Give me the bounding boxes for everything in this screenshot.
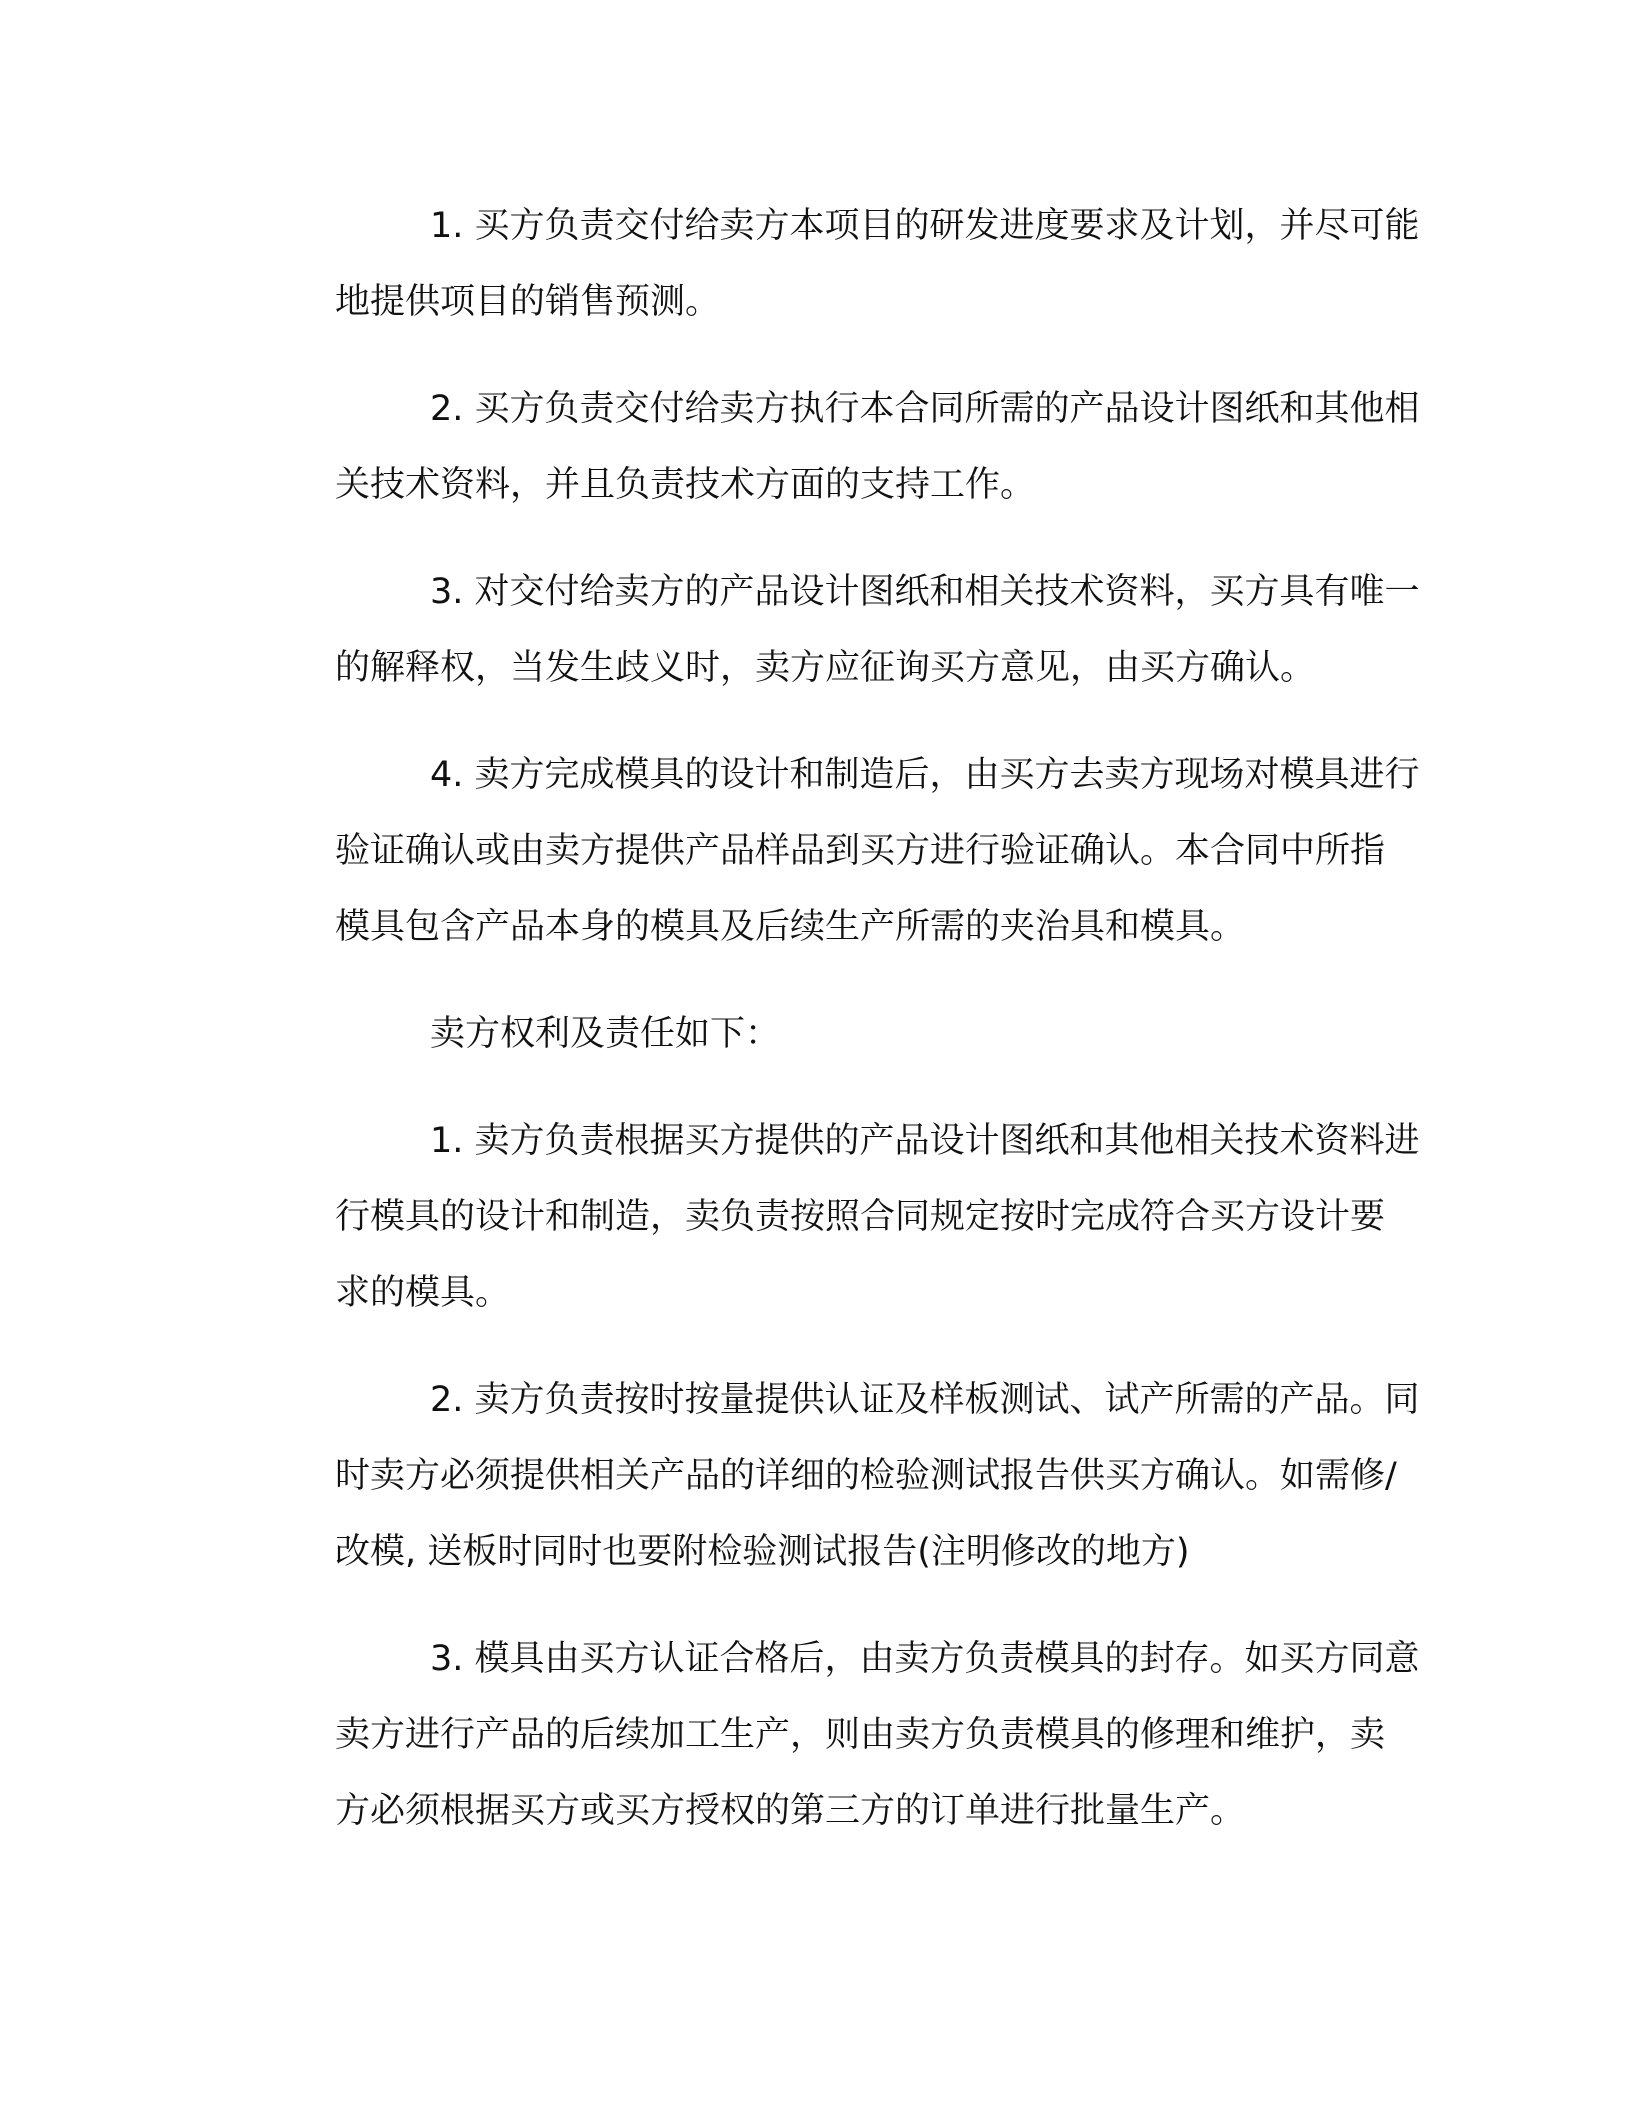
paragraph-buyer-3	[240, 554, 1420, 706]
text-line: 卖方进行产品的后续加工生产，则由卖方负责模具的修理和维护，卖	[335, 1715, 1386, 1755]
text-line: 行模具的设计和制造，卖负责按照合同规定按时完成符合买方设计要	[335, 1197, 1386, 1237]
text-line: 时卖方必须提供相关产品的详细的检验测试报告供买方确认。如需修/	[335, 1456, 1397, 1496]
paragraph-buyer-1	[240, 188, 1420, 340]
paragraph-buyer-2	[240, 371, 1420, 523]
paragraph-seller-1	[240, 1103, 1420, 1331]
text-line: 卖方权利及责任如下：	[430, 1014, 781, 1054]
text-line: 1. 买方负责交付给卖方本项目的研发进度要求及计划，并尽可能	[430, 206, 1420, 246]
document-body	[240, 188, 1420, 1849]
paragraph-seller-3	[240, 1621, 1420, 1849]
text-line: 改模, 送板时同时也要附检验测试报告(注明修改的地方)	[335, 1532, 1190, 1572]
text-line: 求的模具。	[335, 1273, 511, 1313]
text-line: 的解释权，当发生歧义时，卖方应征询买方意见，由买方确认。	[335, 648, 1316, 688]
text-line: 4. 卖方完成模具的设计和制造后，由买方去卖方现场对模具进行	[430, 755, 1420, 795]
text-line: 关技术资料，并且负责技术方面的支持工作。	[335, 465, 1036, 505]
text-line: 2. 卖方负责按时按量提供认证及样板测试、试产所需的产品。同	[430, 1380, 1420, 1420]
section-heading-seller	[240, 996, 1380, 1072]
text-line: 3. 模具由买方认证合格后，由卖方负责模具的封存。如买方同意	[430, 1639, 1420, 1679]
paragraph-seller-2	[240, 1362, 1420, 1590]
text-line: 2. 买方负责交付给卖方执行本合同所需的产品设计图纸和其他相	[430, 389, 1420, 429]
text-line: 验证确认或由卖方提供产品样品到买方进行验证确认。本合同中所指	[335, 831, 1386, 871]
paragraph-buyer-4	[240, 737, 1420, 965]
text-line: 方必须根据买方或买方授权的第三方的订单进行批量生产。	[335, 1791, 1246, 1831]
text-line: 地提供项目的销售预测。	[335, 282, 721, 322]
text-line: 1. 卖方负责根据买方提供的产品设计图纸和其他相关技术资料进	[430, 1121, 1420, 1161]
text-line: 模具包含产品本身的模具及后续生产所需的夹治具和模具。	[335, 907, 1246, 947]
text-line: 3. 对交付给卖方的产品设计图纸和相关技术资料，买方具有唯一	[430, 572, 1420, 612]
